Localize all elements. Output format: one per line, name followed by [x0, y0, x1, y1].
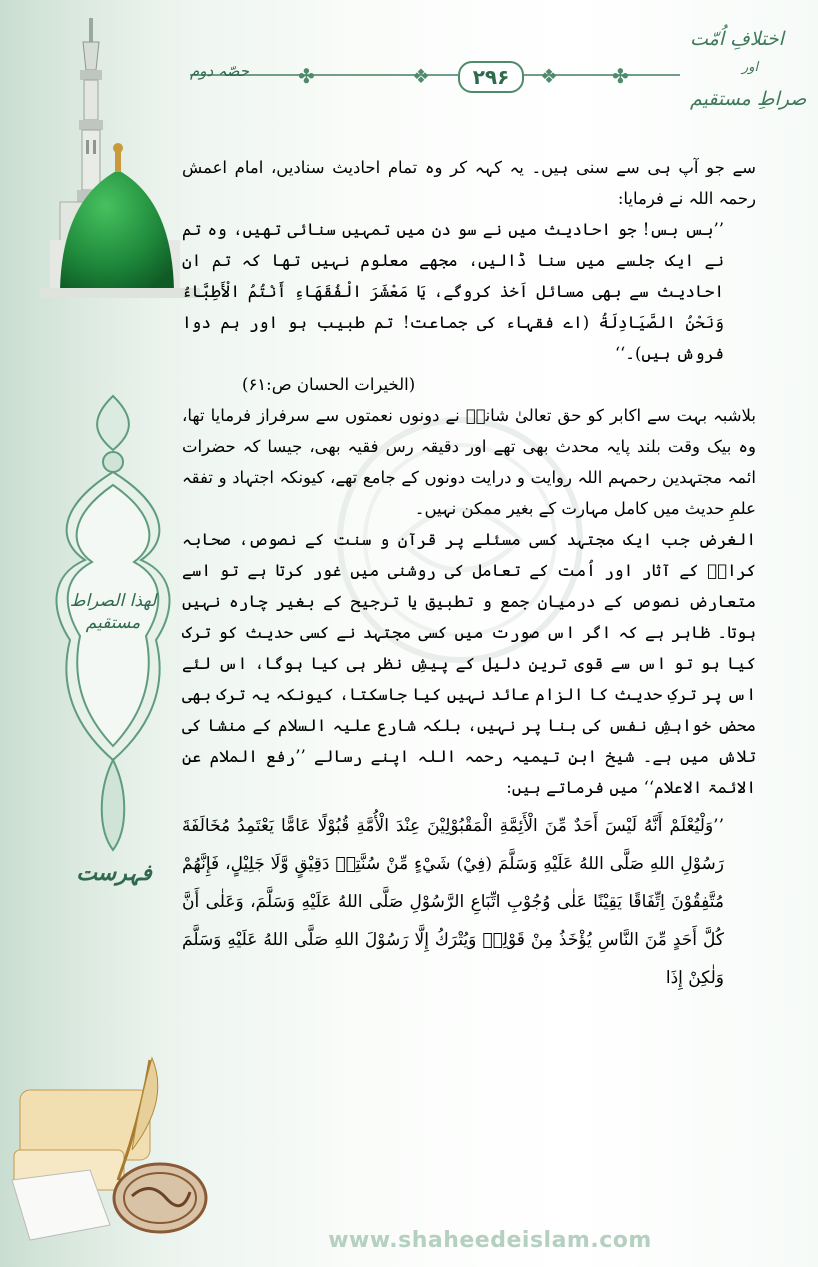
paragraph-intro: سے جو آپ ہی سے سنی ہیں۔ یہ کہہ کر وہ تمام احادیث سنادیں، امام اعمش رحمہ اللہ نے فرمایا: [182, 158, 756, 208]
paragraph-akabir: بلاشبہ بہت سے اکابر کو حق تعالیٰ شانہٗ نے دونوں نعمتوں سے سرفراز فرمایا تھا، وہ بیک وقت بلند پایہ محدث بھی تھے اور دقیقہ رس فقیہ بھی، جیسا کہ حضرات ائمہ مجتہدین رحمہم اللہ روایت و درایت دونوں کے جامع تھے، کیونکہ اجتہاد و تفقہ علمِ حدیث میں کامل مہارت کے بغیر ممکن نہیں۔ [182, 406, 756, 518]
book-part: حصّہ دوم [190, 62, 250, 80]
paragraph-mujtahid: الغرض جب ایک مجتہد کسی مسئلے پر قرآن و سنت کے نصوص، صحابہ کرامؓ کے آثار اور اُمت کے تعامل کی روشنی میں غور کرتا ہے تو اسے متعارض نصوص کے درمیان جمع و تطبیق یا ترجیح کے بغیر چارہ نہیں ہوتا۔ ظاہر ہے کہ اگر اس صورت میں کسی مجتہد نے کسی حدیث کو ترک کیا ہو تو اس سے قوی ترین دلیل کے پیشِ نظر ہی کیا ہوگا، اس لئے اس پر ترکِ حدیث کا الزام عائد نہیں کیا جاسکتا، کیونکہ یہ ترک بھی محض خواہشِ نفس کی بنا پر نہیں، بلکہ شارع علیہ السلام کے منشا کی تلاش میں ہے۔ شیخ ابنِ تیمیہ رحمہ اللہ اپنے رسالے ’’رفع الملام عن الائمۃ الاعلام‘‘ میں فرماتے ہیں: [182, 530, 756, 797]
arabic-quote: ’’وَلْيُعْلَمْ أَنَّهُ لَيْسَ أَحَدٌ مِّنَ الْأَئِمَّةِ الْمَقْبُوْلِيْنَ عِنْدَ الْأُمَّةِ قُبُوْلًا عَامًّا يَعْتَمِدُ مُخَالَفَةَ رَسُوْلِ اللهِ صَلَّى اللهُ عَلَيْهِ وَسَلَّمَ (فِيْ) شَيْءٍ مِّنْ سُنَّتِهٖ دَقِيْقٍ وَّلَا جَلِيْلٍ، فَإِنَّهُمْ مُتَّفِقُوْنَ اِتِّفَاقًا يَقِيْنًا عَلٰى وُجُوْبِ اتِّبَاعِ الرَّسُوْلِ صَلَّى اللهُ عَلَيْهِ وَسَلَّمَ، وَعَلٰى أَنَّ كُلَّ أَحَدٍ مِّنَ النَّاسِ يُؤْخَذُ مِنْ قَوْلِهٖ وَيُتْرَكُ إِلَّا رَسُوْلَ اللهِ صَلَّى اللهُ عَلَيْهِ وَسَلَّمَ وَلٰكِنْ إِذَا [182, 816, 724, 988]
header-ornament-icon: ✤ [612, 64, 629, 88]
header-ornament-icon: ✤ [298, 64, 315, 88]
seal-logo-icon [114, 1164, 206, 1232]
table-of-contents-link[interactable]: فہرست [76, 860, 152, 886]
main-text-column [182, 152, 756, 997]
running-title-line1: اختلافِ اُمّت [690, 28, 784, 50]
header-ornament-icon: ❖ [540, 64, 558, 88]
running-title-line2: اور [742, 60, 759, 75]
sidebar-book-title: لھذا الصراط مستقیم [69, 591, 157, 633]
website-link[interactable]: www.shaheedeislam.com [328, 1228, 652, 1253]
running-title-line3: صراطِ مستقیم [690, 88, 807, 110]
quote-amash: ’’بس بس! جو احادیث میں نے سو دن میں تمہیں سنائی تھیں، وہ تم نے ایک جلسے میں سنا ڈالیں، مجھے معلوم نہیں تھا کہ تم ان احادیث سے بھی مسائل اَخذ کروگے، یَا مَعْشَرَ الْفُقَهَاءِ أَنْتُمُ الْأَطِبَّاءُ وَنَحْنُ الصَّيَادِلَةُ (اے فقہاء کی جماعت! تم طبیب ہو اور ہم دوا فروش ہیں)۔‘‘ [182, 220, 724, 363]
header-ornament-icon: ❖ [412, 64, 430, 88]
reference-citation: (الخیرات الحسان ص:۶۱) [242, 375, 416, 394]
page-number: ۲۹۶ [458, 61, 524, 93]
